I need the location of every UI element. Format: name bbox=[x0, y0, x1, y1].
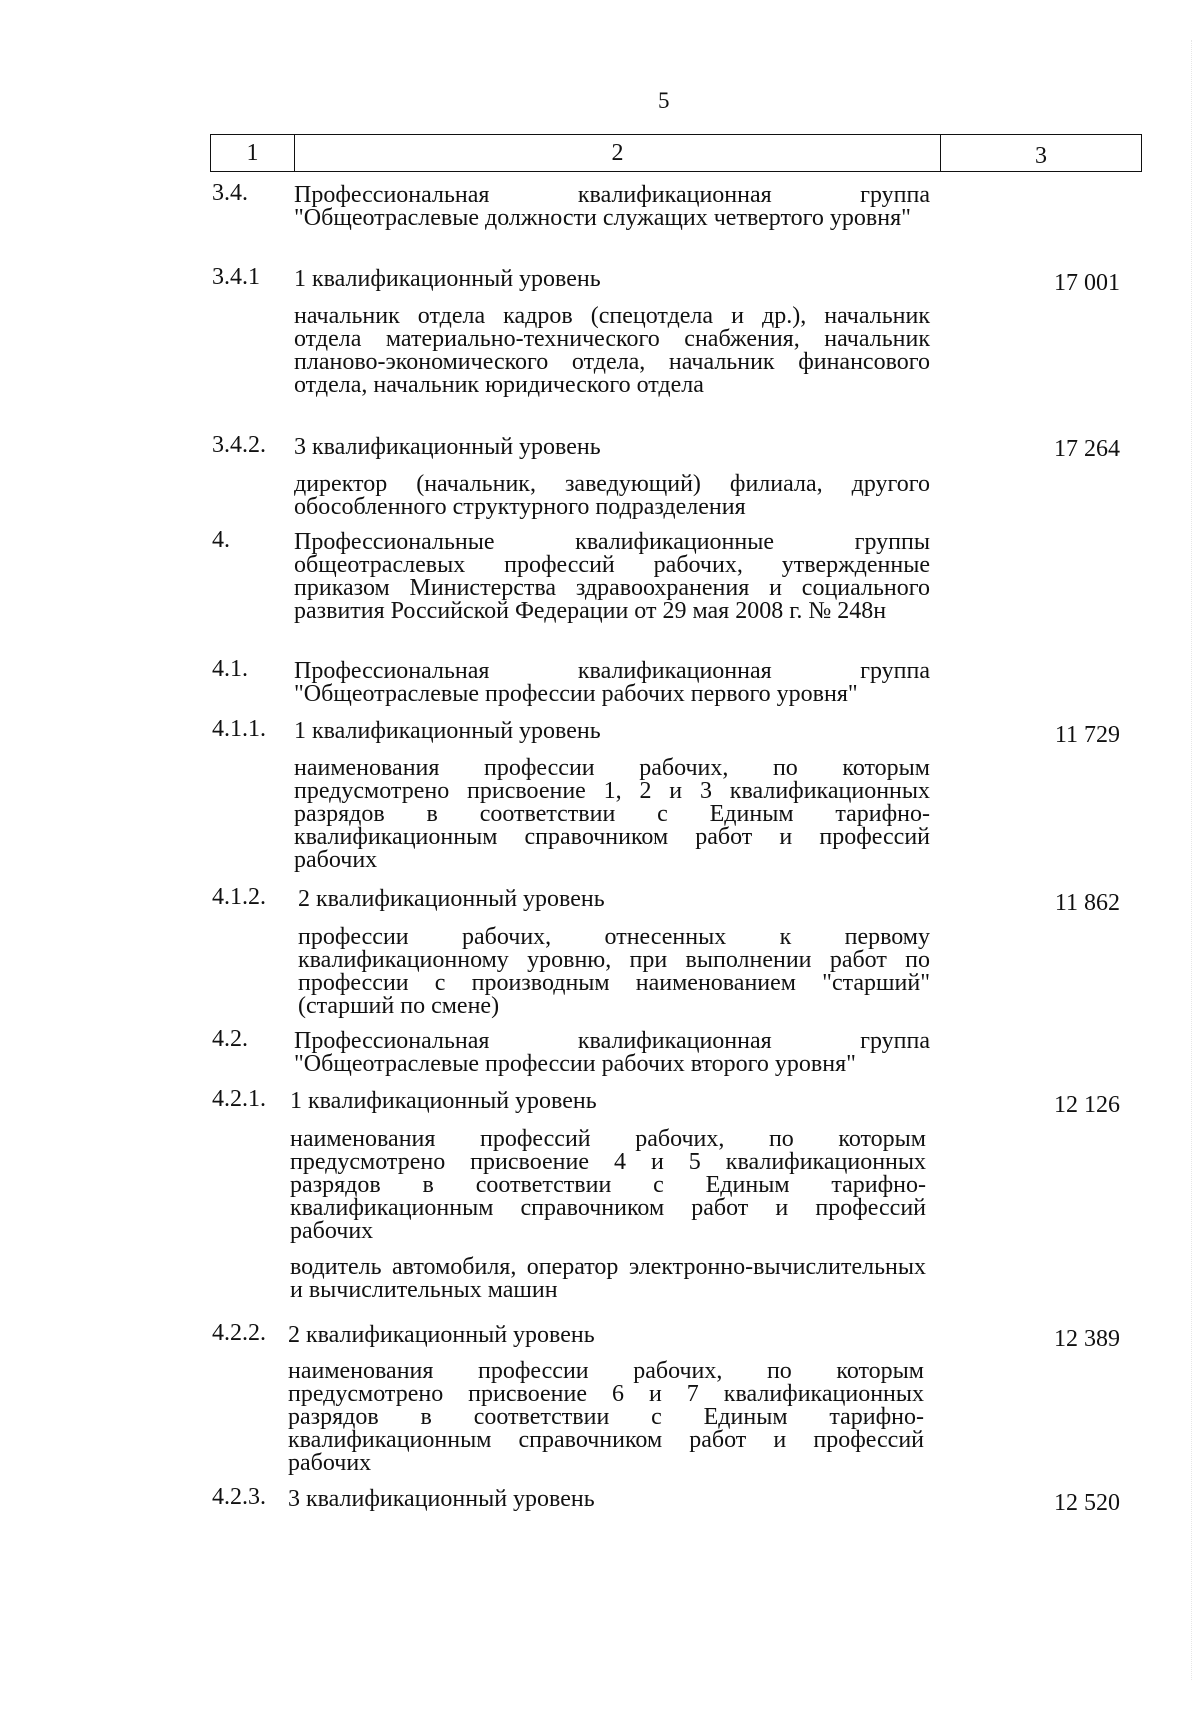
row-salary: 17 264 bbox=[1054, 436, 1120, 462]
row-text: Профессиональная квалификационная группа "Общеотраслевые должности служащих четвертого уровня" bbox=[294, 182, 930, 231]
row-code: 3.4.1 bbox=[212, 264, 260, 290]
row-text: профессии рабочих, отнесенных к первому квалификационному уровню, при выполнении работ по профессии с производным наименованием "старший" (старший по смене) bbox=[298, 924, 930, 1019]
row-text: наименования профессии рабочих, по которым предусмотрено присвоение 1, 2 и 3 квалификационных разрядов в соответствии с Единым тарифно-квалификационным справочником работ и профессий рабочих bbox=[294, 755, 930, 873]
row-text: начальник отдела кадров (спецотдела и др.), начальник отдела материально-технического снабжения, начальник планово-экономического отдела, начальник финансового отдела, начальник юридического отдела bbox=[294, 303, 930, 398]
row-text: водитель автомобиля, оператор электронно-вычислительных и вычислительных машин bbox=[290, 1254, 926, 1303]
row-code: 3.4.2. bbox=[212, 432, 266, 458]
row-text: 2 квалификационный уровень bbox=[298, 886, 605, 912]
scan-edge bbox=[1189, 40, 1192, 1680]
row-code: 4.1.2. bbox=[212, 884, 266, 910]
row-salary: 12 126 bbox=[1054, 1092, 1120, 1118]
row-salary: 11 729 bbox=[1054, 722, 1120, 748]
row-salary: 12 389 bbox=[1054, 1326, 1120, 1352]
row-text: Профессиональная квалификационная группа "Общеотраслевые профессии рабочих второго уровня" bbox=[294, 1028, 930, 1077]
row-text: наименования профессии рабочих, по которым предусмотрено присвоение 6 и 7 квалификационных разрядов в соответствии с Единым тарифно-квалификационным справочником работ и профессий рабочих bbox=[288, 1358, 924, 1476]
row-code: 4.2.1. bbox=[212, 1086, 266, 1112]
row-code: 4.2. bbox=[212, 1026, 248, 1052]
row-text: Профессиональная квалификационная группа "Общеотраслевые профессии рабочих первого уровня" bbox=[294, 658, 930, 707]
row-text: 1 квалификационный уровень bbox=[294, 266, 601, 292]
row-text: 1 квалификационный уровень bbox=[290, 1088, 597, 1114]
row-code: 4. bbox=[212, 527, 230, 553]
row-code: 3.4. bbox=[212, 180, 248, 206]
row-salary: 11 862 bbox=[1054, 890, 1120, 916]
row-text: 2 квалификационный уровень bbox=[288, 1322, 595, 1348]
row-text: наименования профессий рабочих, по которым предусмотрено присвоение 4 и 5 квалификационных разрядов в соответствии с Единым тарифно-квалификационным справочником работ и профессий рабочих bbox=[290, 1126, 926, 1244]
page-number: 5 bbox=[658, 88, 670, 113]
row-code: 4.2.2. bbox=[212, 1320, 266, 1346]
row-text: директор (начальник, заведующий) филиала, другого обособленного структурного подразделения bbox=[294, 471, 930, 520]
row-text: Профессиональные квалификационные группы общеотраслевых профессий рабочих, утвержденные приказом Министерства здравоохранения и социального развития Российской Федерации от 29 мая 2008 г. № 248н bbox=[294, 529, 930, 624]
table-header bbox=[210, 134, 1142, 172]
header-col-2: 2 bbox=[295, 135, 941, 171]
row-salary: 17 001 bbox=[1054, 270, 1120, 296]
row-code: 4.1.1. bbox=[212, 716, 266, 742]
row-salary: 12 520 bbox=[1054, 1490, 1120, 1516]
row-code: 4.2.3. bbox=[212, 1484, 266, 1510]
row-text: 3 квалификационный уровень bbox=[288, 1486, 595, 1512]
row-code: 4.1. bbox=[212, 656, 248, 682]
header-col-3: 3 bbox=[1035, 142, 1047, 169]
header-col-1: 1 bbox=[211, 135, 295, 171]
row-text: 1 квалификационный уровень bbox=[294, 718, 601, 744]
row-text: 3 квалификационный уровень bbox=[294, 434, 601, 460]
